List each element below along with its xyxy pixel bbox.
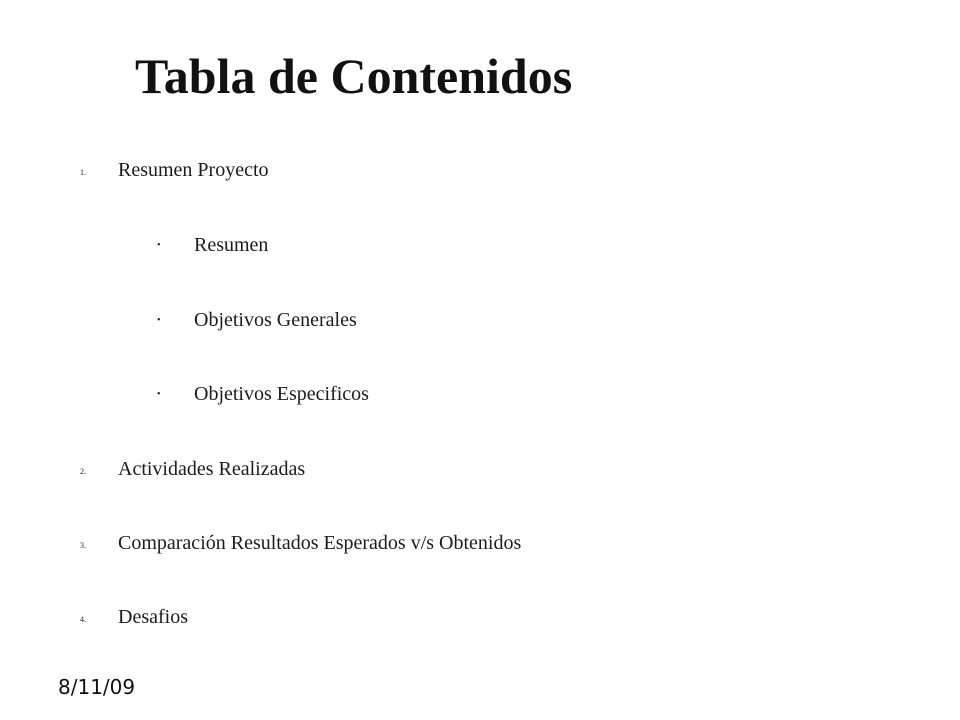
list-number: 4. — [80, 615, 86, 624]
list-number: 1. — [80, 168, 86, 177]
slide-title: Tabla de Contenidos — [135, 48, 573, 104]
toc-subitem-objetivos-especificos — [0, 379, 900, 409]
bullet-icon: • — [157, 315, 161, 326]
toc-item-actividades-realizadas — [0, 454, 900, 484]
toc-subitem-objetivos-generales — [0, 305, 900, 335]
footer-date: 8/11/09 — [58, 675, 136, 699]
toc-item-resumen-proyecto — [0, 155, 900, 185]
toc-subitem-resumen — [0, 230, 900, 260]
toc-item-label: Resumen — [194, 234, 269, 256]
bullet-icon: • — [157, 240, 161, 251]
toc-item-desafios — [0, 602, 900, 632]
toc-item-label: Comparación Resultados Esperados v/s Obtenidos — [118, 532, 522, 554]
toc-item-label: Objetivos Especificos — [194, 383, 369, 405]
list-number: 3. — [80, 541, 86, 550]
toc-item-label: Actividades Realizadas — [118, 458, 306, 480]
toc-item-label: Desafios — [118, 606, 188, 628]
bullet-icon: • — [157, 389, 161, 400]
list-number: 2. — [80, 467, 86, 476]
toc-item-label: Objetivos Generales — [194, 309, 357, 331]
toc-item-label: Resumen Proyecto — [118, 159, 269, 181]
toc-item-comparacion-resultados — [0, 528, 900, 558]
